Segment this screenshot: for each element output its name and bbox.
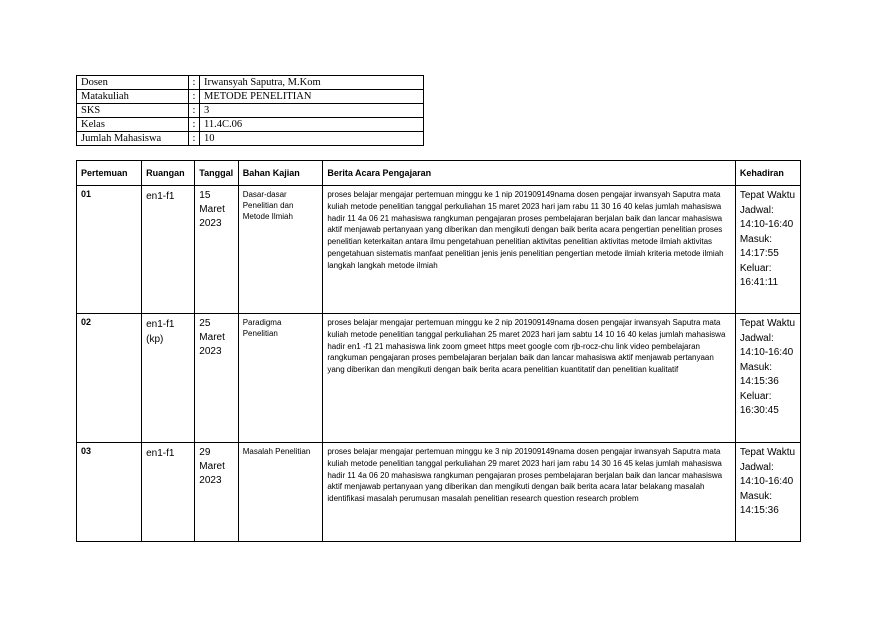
info-value: 3 [200, 104, 424, 118]
table-row [77, 443, 801, 542]
header-bahan-kajian: Bahan Kajian [238, 161, 323, 186]
header-berita-acara: Berita Acara Pengajaran [323, 161, 735, 186]
info-row-kelas [77, 118, 424, 132]
cell-pertemuan: 01 [77, 186, 142, 314]
info-row-sks [77, 104, 424, 118]
cell-pertemuan: 03 [77, 443, 142, 542]
cell-bahan-kajian: Dasar-dasar Penelitian dan Metode Ilmiah [238, 186, 323, 314]
info-label: Matakuliah [77, 90, 189, 104]
header-ruangan: Ruangan [142, 161, 195, 186]
info-value: 10 [200, 132, 424, 146]
cell-ruangan: en1-f1 [142, 443, 195, 542]
header-pertemuan: Pertemuan [77, 161, 142, 186]
info-row-jumlah-mahasiswa [77, 132, 424, 146]
table-row [77, 186, 801, 314]
cell-ruangan: en1-f1 [142, 186, 195, 314]
cell-tanggal: 29 Maret 2023 [195, 443, 238, 542]
info-row-matakuliah [77, 90, 424, 104]
info-value: Irwansyah Saputra, M.Kom [200, 76, 424, 90]
header-kehadiran: Kehadiran [735, 161, 800, 186]
info-label: SKS [77, 104, 189, 118]
info-value: 11.4C.06 [200, 118, 424, 132]
course-info-table [76, 75, 424, 146]
cell-berita-acara: proses belajar mengajar pertemuan minggu ke 1 nip 201909149nama dosen pengajar irwansyah Saputra mata kuliah metode penelitian tanggal perkuliahan 15 maret 2023 hari jam rabu 11 30 16 40 kelas jumlah mahasiswa hadir 11 4a 06 21 mahasiswa rangkuman pengajaran proses pembelajaran berjalan baik dan lancar mahasiswa aktif menjawab pertanyaan yang diberikan dan mengikuti dengan baik berita acara pengertian penelitian proses penelitian keterkaitan antara ilmu pengetahuan penelitian aktivitas penelitian aktivitas metode ilmiah aktivitas pengetahuan sistematis manfaat penelitian jenis jenis penelitian pengertian metode ilmiah kriteria metode ilmiah langkah langkah metode ilmiah [323, 186, 735, 314]
meeting-log-table [76, 160, 801, 542]
table-header-row [77, 161, 801, 186]
info-label: Jumlah Mahasiswa [77, 132, 189, 146]
cell-bahan-kajian: Masalah Penelitian [238, 443, 323, 542]
cell-ruangan: en1-f1 (kp) [142, 314, 195, 443]
cell-berita-acara: proses belajar mengajar pertemuan minggu ke 3 nip 201909149nama dosen pengajar irwansyah Saputra mata kuliah metode penelitian tanggal perkuliahan 29 maret 2023 hari jam rabu 14 30 16 45 kelas jumlah mahasiswa hadir 11 4a 06 20 mahasiswa rangkuman pengajaran proses pembelajaran berjalan baik dan lancar mahasiswa aktif menjawab pertanyaan yang diberikan dan mengikuti dengan baik berita acara latar belakang masalah identifikasi masalah perumusan masalah penelitian research question research problem [323, 443, 735, 542]
info-separator: : [189, 132, 200, 146]
cell-tanggal: 25 Maret 2023 [195, 314, 238, 443]
info-row-dosen [77, 76, 424, 90]
cell-kehadiran: Tepat Waktu Jadwal: 14:10-16:40 Masuk: 14:15:36 [735, 443, 800, 542]
table-row [77, 314, 801, 443]
cell-bahan-kajian: Paradigma Penelitian [238, 314, 323, 443]
info-value: METODE PENELITIAN [200, 90, 424, 104]
info-label: Kelas [77, 118, 189, 132]
cell-kehadiran: Tepat Waktu Jadwal: 14:10-16:40 Masuk: 14:15:36 Keluar: 16:30:45 [735, 314, 800, 443]
info-separator: : [189, 104, 200, 118]
info-separator: : [189, 118, 200, 132]
cell-kehadiran: Tepat Waktu Jadwal: 14:10-16:40 Masuk: 14:17:55 Keluar: 16:41:11 [735, 186, 800, 314]
info-separator: : [189, 90, 200, 104]
info-separator: : [189, 76, 200, 90]
header-tanggal: Tanggal [195, 161, 238, 186]
info-label: Dosen [77, 76, 189, 90]
cell-berita-acara: proses belajar mengajar pertemuan minggu ke 2 nip 201909149nama dosen pengajar irwansyah Saputra mata kuliah metode penelitian tanggal perkuliahan 25 maret 2023 hari jam sabtu 14 10 16 40 kelas jumlah mahasiswa hadir en1 -f1 21 mahasiswa link zoom gmeet https meet google com rjb-rocz-chu link video pembelajaran rangkuman pengajaran proses pembelajaran berjalan baik dan lancar mahasiswa aktif menjawab pertanyaan yang diberikan dan mengikuti dengan baik berita acara penelitian kuantitatif dan penelitian kualitatif [323, 314, 735, 443]
cell-pertemuan: 02 [77, 314, 142, 443]
cell-tanggal: 15 Maret 2023 [195, 186, 238, 314]
